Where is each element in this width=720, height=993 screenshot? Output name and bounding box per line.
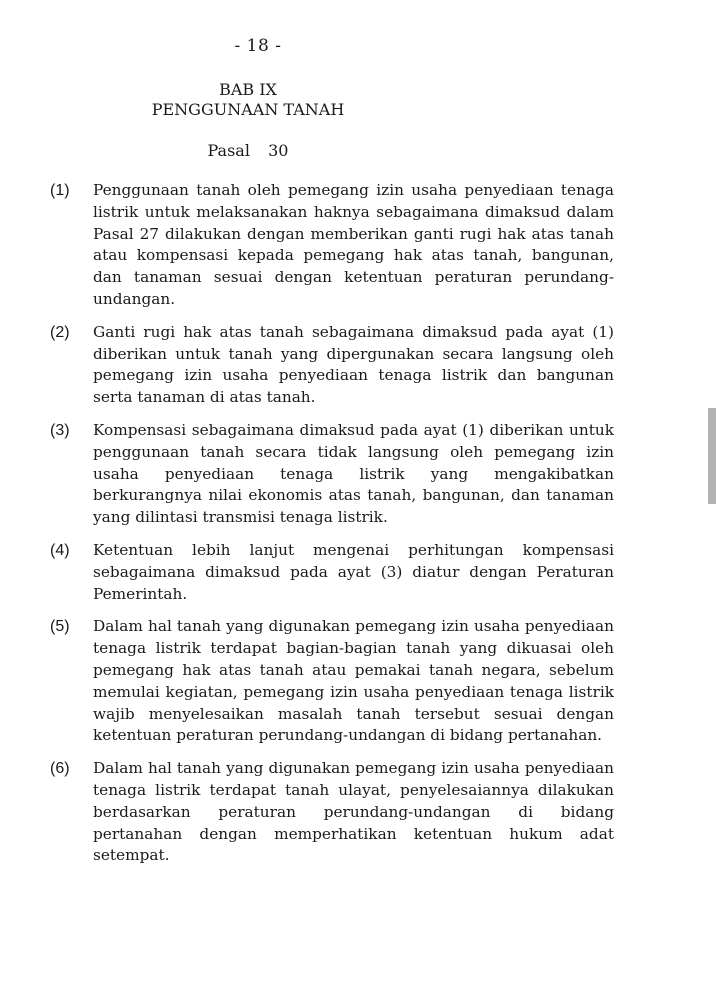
paragraph-number: (2) bbox=[50, 323, 70, 341]
paragraph-number: (5) bbox=[50, 618, 70, 636]
scrollbar-thumb[interactable] bbox=[708, 408, 716, 504]
paragraph-text: Dalam hal tanah yang digunakan pemegang izin usaha penyediaan tenaga listrik terdapat bagian-bagian tanah yang dikuasai oleh pemegang hak atas tanah atau pemakai tanah negara, sebelum memulai kegiatan, pemegang izin usaha penyediaan tenaga listrik wajib menyelesaikan masalah tanah tersebut sesuai dengan ketentuan peraturan perundang-undangan di bidang pertanahan. bbox=[93, 617, 614, 745]
article-heading: Pasal 30 bbox=[207, 141, 289, 160]
chapter-number: BAB IX bbox=[219, 80, 277, 99]
paragraph-item bbox=[50, 420, 614, 529]
paragraph-item bbox=[50, 180, 614, 311]
paragraph-text: Kompensasi sebagaimana dimaksud pada ayat (1) diberikan untuk penggunaan tanah secara tidak langsung oleh pemegang izin usaha penyediaan tenaga listrik yang mengakibatkan berkurangnya nilai ekonomis atas tanah, bangunan, dan tanaman yang dilintasi transmisi tenaga listrik. bbox=[93, 420, 614, 527]
chapter-heading bbox=[0, 80, 496, 120]
paragraph-number: (6) bbox=[50, 760, 70, 778]
paragraph-item bbox=[50, 616, 614, 747]
paragraph-list bbox=[50, 180, 614, 878]
paragraph-text: Penggunaan tanah oleh pemegang izin usaha penyediaan tenaga listrik untuk melaksanakan haknya sebagaimana dimaksud dalam Pasal 27 dilakukan dengan memberikan ganti rugi hak atas tanah atau kompensasi kepada pemegang hak atas tanah, bangunan, dan tanaman sesuai dengan ketentuan peraturan perundang-undangan. bbox=[93, 181, 614, 308]
paragraph-number: (1) bbox=[50, 182, 70, 199]
chapter-title: PENGGUNAAN TANAH bbox=[151, 100, 345, 119]
page-number: - 18 - bbox=[234, 36, 282, 56]
paragraph-text: Ketentuan lebih lanjut mengenai perhitungan kompensasi sebagaimana dimaksud pada ayat (3) diatur dengan Peraturan Pemerintah. bbox=[93, 540, 614, 603]
paragraph-text: Dalam hal tanah yang digunakan pemegang izin usaha penyediaan tenaga listrik terdapat tanah ulayat, penyelesaiannya dilakukan berdasarkan peraturan perundang-undangan di bidang pertanahan dengan memperhatikan ketentuan hukum adat setempat. bbox=[93, 759, 614, 865]
paragraph-number: (4) bbox=[50, 541, 70, 559]
paragraph-item bbox=[50, 322, 614, 409]
paragraph-number: (3) bbox=[50, 421, 70, 439]
paragraph-text: Ganti rugi hak atas tanah sebagaimana dimaksud pada ayat (1) diberikan untuk tanah yang dipergunakan secara langsung oleh pemegang izin usaha penyediaan tenaga listrik dan bangunan serta tanaman di atas tanah. bbox=[93, 322, 614, 407]
paragraph-item bbox=[50, 540, 614, 605]
paragraph-item bbox=[50, 758, 614, 867]
